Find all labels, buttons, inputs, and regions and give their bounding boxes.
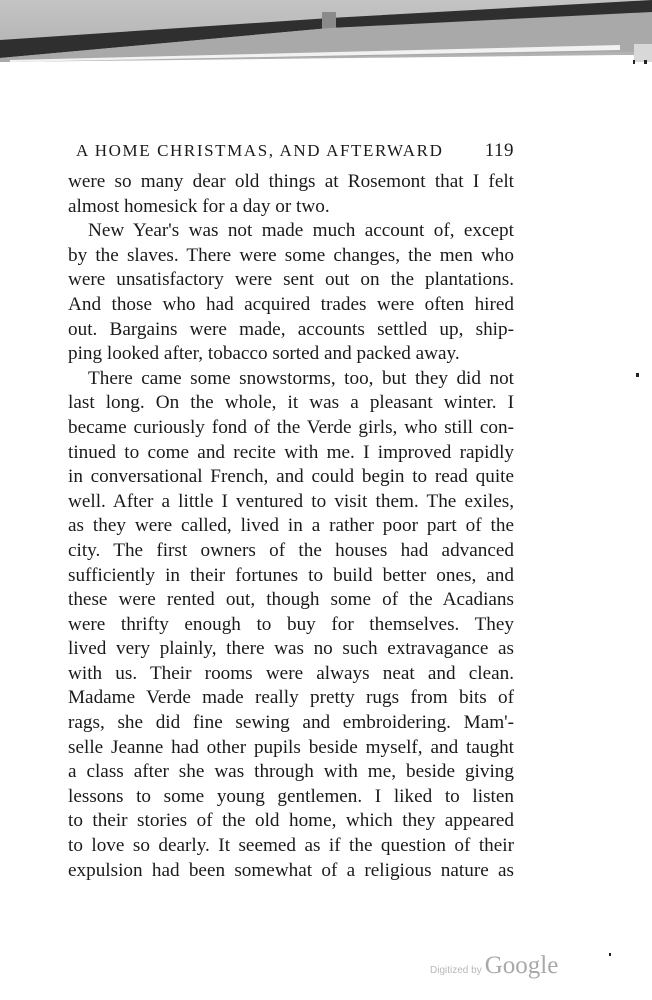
paragraph-3 [68, 367, 514, 883]
text-line: out. Bargains were made, accounts settled up, ship- [68, 318, 514, 340]
text-line: lived very plainly, there was no such extravagance as [68, 638, 514, 660]
scan-speck [636, 373, 639, 377]
text-line: rags, she did fine sewing and embroidering. Mam'- [68, 712, 514, 734]
text-line: expulsion had been somewhat of a religious nature as [68, 859, 514, 881]
scan-speck [609, 953, 611, 956]
running-header [68, 140, 514, 164]
text-line: were thrifty enough to buy for themselves. They [68, 613, 514, 635]
paragraph-1 [68, 170, 514, 219]
scan-top-edge [0, 0, 652, 70]
text-line: tinued to come and recite with me. I improved rapidly [68, 441, 514, 463]
digitized-label: Digitized by [430, 965, 482, 976]
text-line: were unsatisfactory were sent out on the plantations. [68, 269, 514, 291]
text-line: became curiously fond of the Verde girls, who still con- [68, 416, 514, 438]
running-title: A HOME CHRISTMAS, AND AFTERWARD [76, 141, 444, 160]
text-line: to their stories of the old home, which they appeared [68, 810, 514, 832]
text-line: lessons to some young gentlemen. I liked to listen [68, 785, 514, 807]
text-line: There came some snowstorms, too, but they did not [88, 367, 514, 389]
text-line: New Year's was not made much account of, except [88, 220, 514, 242]
paragraph-2 [68, 219, 514, 367]
text-line: sufficiently in their fortunes to build better ones, and [68, 564, 514, 586]
book-page [68, 140, 514, 883]
text-line: selle Jeanne had other pupils beside myself, and taught [68, 736, 514, 758]
text-line: almost homesick for a day or two. [68, 195, 330, 217]
text-line: Madame Verde made really pretty rugs from bits of [68, 687, 514, 709]
text-line: well. After a little I ventured to visit them. The exiles, [68, 490, 514, 512]
text-line: last long. On the whole, it was a pleasant winter. I [68, 392, 514, 414]
digitized-watermark [430, 952, 558, 980]
text-line: by the slaves. There were some changes, the men who [68, 244, 514, 266]
google-logo: Google [484, 952, 559, 979]
text-line: these were rented out, though some of the Acadians [68, 589, 514, 611]
text-line: ping looked after, tobacco sorted and packed away. [68, 343, 460, 365]
page-number: 119 [484, 140, 514, 161]
text-line: in conversational French, and could begin to read quite [68, 466, 514, 488]
text-line: a class after she was through with me, beside giving [68, 761, 514, 783]
text-line: as they were called, lived in a rather poor part of the [68, 515, 514, 537]
text-line: were so many dear old things at Rosemont that I felt [68, 171, 514, 192]
text-line: with us. Their rooms were always neat and clean. [68, 662, 514, 684]
text-line: city. The first owners of the houses had advanced [68, 539, 514, 561]
text-line: to love so dearly. It seemed as if the question of their [68, 835, 514, 857]
text-line: And those who had acquired trades were often hired [68, 293, 514, 315]
